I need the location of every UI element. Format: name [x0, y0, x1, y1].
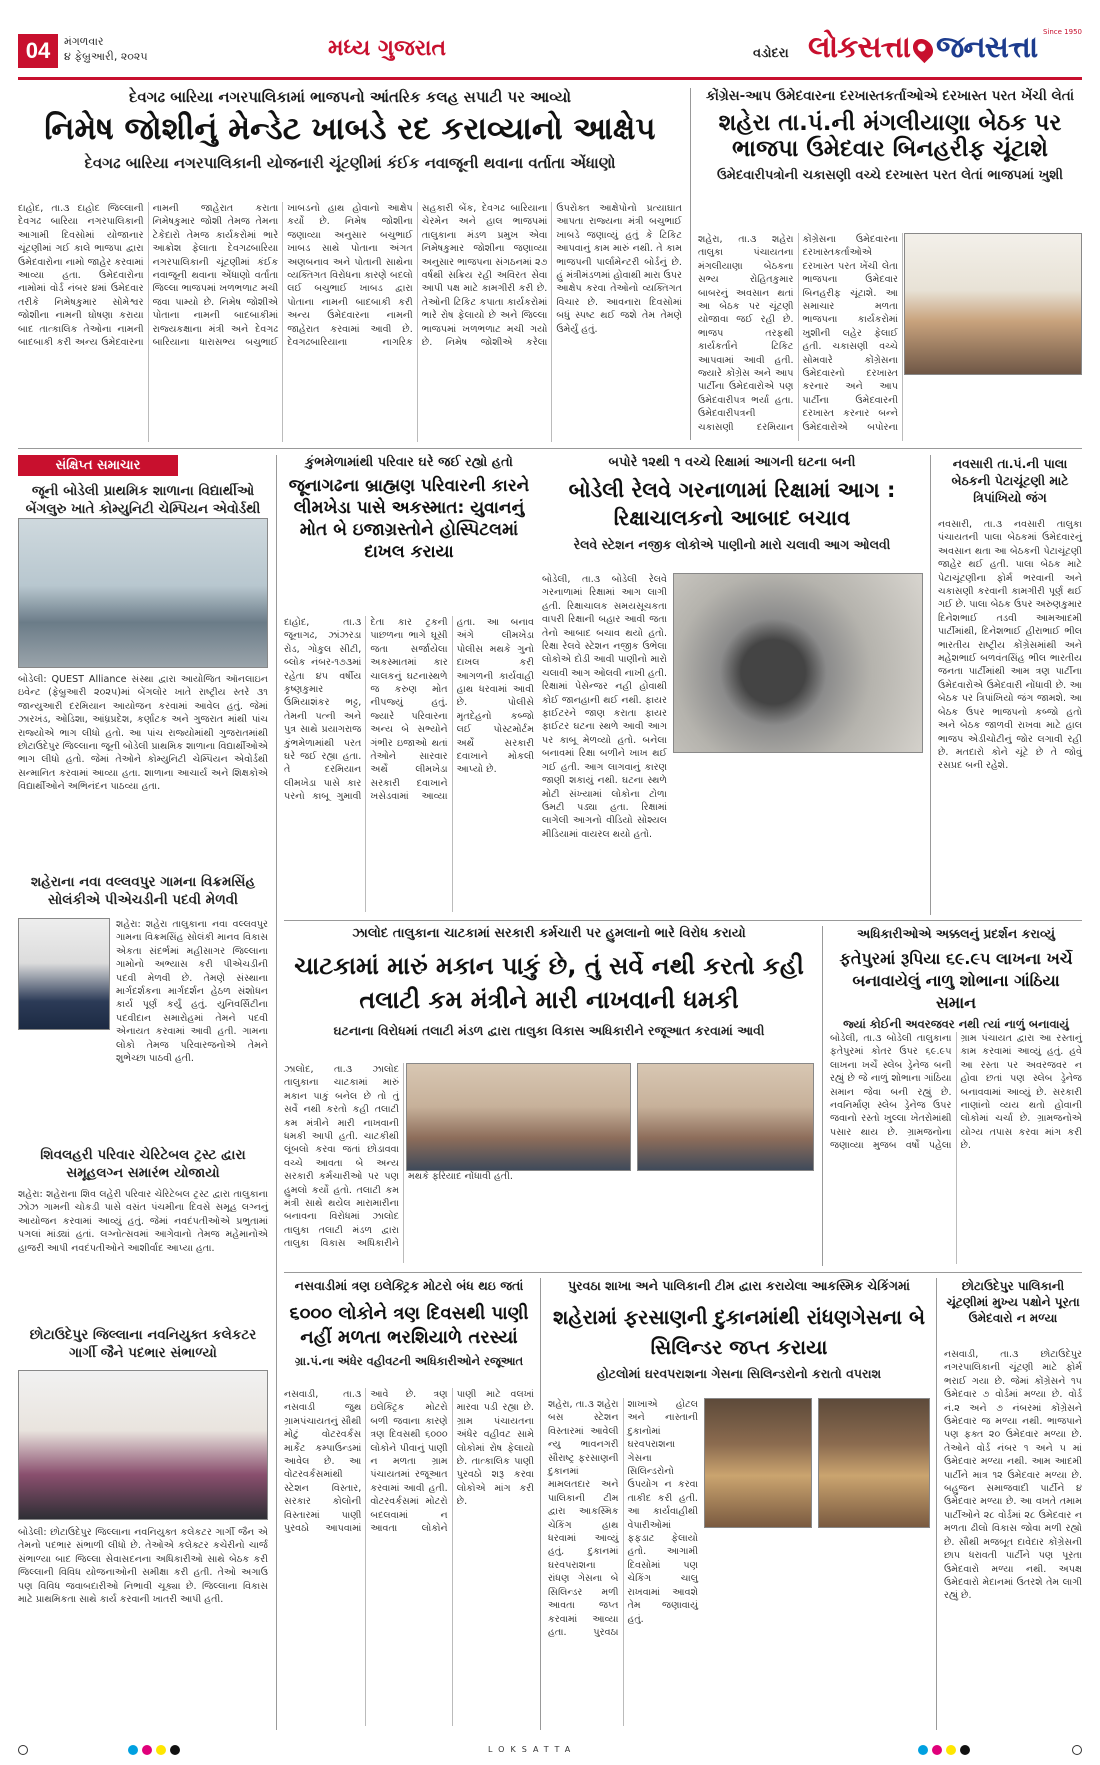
- collector-photo: [18, 1370, 268, 1520]
- story-kicker: નસવાડીમાં ત્રણ ઇલેક્ટ્રિક મોટરો બંધ થઇ જતાં: [294, 1278, 524, 1293]
- story-subhead: રેલવે સ્ટેશન નજીક લોકોએ પાણીનો મારો ચલાવી આગ ઓલવી: [573, 537, 891, 552]
- brief-body: શહેરા: શહેરાના શિવ લહેરી પરિવાર ચેરિટેબલ ટ્રસ્ટ દ્વારા તાલુકાના ઝોઝ ગામની ચોકડી પાસે વસંત પંચમીના દિવસે સમૂહ લગ્નનું આયોજન કરવામાં આવ્યું હતું. જેમાં નવદંપતીઓએ પ્રભુતામાં પગલાં માંડ્યાં હતાં. લગ્નોત્સવમાં આગેવાનો તેમજ મહેમાનોએ હાજરી આપી નવદંપતીઓને આશીર્વાદ આપ્યા હતા.: [18, 1189, 268, 1254]
- magenta-swatch-icon: [142, 1745, 152, 1755]
- story-chatka-threat: [284, 926, 814, 1039]
- story-subhead: દેવગઢ બારિયા નગરપાલિકાની યોજનારી ચૂંટણીમાં કંઈક નવાજૂની થવાના વર્તાતા એંધાણો: [84, 153, 616, 172]
- section-title: મધ્ય ગુજરાત: [328, 36, 447, 61]
- day: મંગળવાર: [64, 35, 104, 48]
- brief-headline: જૂની બોડેલી પ્રાથમિક શાળાના વિદ્યાર્થીઓ બેંગલુરુ ખાતે કોમ્યુનિટી ચેમ્પિયન એવોર્ડથી: [25, 483, 261, 517]
- story-accident: [284, 455, 534, 563]
- cylinder-seizure-photo: [818, 1398, 930, 1528]
- story-kicker: કુંભમેળામાંથી પરિવાર ઘરે જઈ રહ્યો હતો: [305, 455, 513, 470]
- location-pin-icon: [909, 34, 937, 62]
- brief-headline: શિવલહરી પરિવાર ચેરિટેબલ ટ્રસ્ટ દ્વારા સમૂહલગ્ન સમારંભ યોજાયો: [40, 1147, 246, 1181]
- story-shehera-cylinders: [548, 1278, 930, 1382]
- story-navsari-poll: [938, 455, 1082, 506]
- logo-right: જનસત્તા: [935, 30, 1038, 65]
- logo-left: લોકસત્તા: [808, 30, 910, 65]
- row-divider: [18, 448, 1082, 449]
- story-body: નવસારી, તા.૩ નવસારી તાલુકા પંચાયતની પાલા બેઠકમાં ઉમેદવારનું અવસાન થતા આ બેઠકની પેટાચૂંટણી જાહેર થઈ હતી. પાલા બેઠક માટે પેટાચૂંટણીના ફોર્મ ભરવાની અને ચકાસણી કરવાની કામગીરી પૂર્ણ થઈ ગઈ છે. પાલા બેઠક ઉપર અરુણકુમાર દિનેશભાઈ તડવી આમઆદમી પાર્ટીમાંથી, દિનેશભાઈ હીરાભાઈ ભીલ ભારતીય રાષ્ટ્રીય કોંગ્રેસમાંથી અને મહેશભાઈ બળવંતસિંહ ભીલ ભારતીય જનતા પાર્ટીમાંથી આમ ત્રણ પાર્ટીના ઉમેદવારોએ ઉમેદવારી નોંધાવી છે. આ બેઠક પર ત્રિપાંખિયો જંગ જામશે. આ બેઠક ઉપર ભાજપનો કબ્જો હતો અને બેઠક જાળવી રાખવા માટે હાલ ભાજપ એડીચોટીનું જોર લગાવી રહી છે. મતદારો કોને ચૂંટે છે તે જોવું રસપ્રદ બની રહેશે.: [938, 519, 1082, 772]
- story-body: નસવાડી, તા.૩ છોટાઉદેપુર નગરપાલિકાની ચૂંટણી માટે ફોર્મ ભરાઈ ગયા છે. જેમાં કોંગ્રેસને ૧૫ ઉમેદવાર ૭ વોર્ડમાં મળ્યા છે. વોર્ડ નં.૨ અને ૭ નંબરમાં કોંગ્રેસને ઉમેદવાર જ મળ્યા નથી. ભાજપાને પણ ફક્ત ૨૦ ઉમેદવાર મળ્યા છે. તેઓને વોર્ડ નંબર ૧ અને ૫ માં ઉમેદવાર મળ્યા નથી. આમ આદમી પાર્ટીને માત્ર ૧૨ ઉમેદવાર મળ્યા છે. બહુજન સમાજવાદી પાર્ટીને ૪ ઉમેદવાર મળ્યા છે. આ વખતે તમામ પાર્ટીઓને ૨૮ વોર્ડમાં ૨૮ ઉમેદવાર ન મળતા ઢીલો વિકાસ જોવા મળી રહ્યો છે. સૌથી મજબૂત દાવેદાર કોંગ્રેસની છાપ ધરાવતી પાર્ટીને પણ પૂરતા ઉમેદવારો મળ્યા નથી. અપક્ષ ઉમેદવારો મેદાનમાં ઉતરશે તેમ લાગી રહ્યું છે.: [944, 1349, 1082, 1602]
- story-body: નસવાડી, તા.૩ નસવાડી જુથ ગ્રામપંચાયતનું સૌથી મોટું વોટરવર્કસ માર્કેટ કમ્પાઉન્ડમાં આવેલ છે. આ વોટરવર્કસમાંથી સ્ટેશન વિસ્તાર, સરકાર કોલોની વિસ્તારમાં પાણી પુરવઠો આપવામાં આવે છે. ત્રણ ઇલેક્ટ્રિક મોટરો બળી જવાના કારણે ત્રણ દિવસથી ૬૦૦૦ લોકોને પીવાનું પાણી ન મળતા ગ્રામ પંચાયતમાં રજૂઆત કરવામાં આવી હતી. વોટરવર્કસમાં મોટરો બદલવામાં ન આવતા લોકોને પાણી માટે વલખાં મારવા પડી રહ્યા છે. ગ્રામ પંચાયતના અંધેર વહીવટ સામે લોકોમાં રોષ ફેલાયો છે. તાત્કાલિક પાણી પુરવઠો શરૂ કરવા લોકોએ માંગ કરી છે.: [284, 1389, 534, 1535]
- scholar-portrait: [18, 918, 110, 1030]
- story-kicker: કોંગ્રેસ-આપ ઉમેદવારના દરખાસ્તકર્તાઓએ દરખાસ્ત પરત ખેંચી લેતાં: [705, 88, 1075, 104]
- story-kicker: બપોરે ૧૨થી ૧ વચ્ચે રિક્ષામાં આગની ઘટના બની: [608, 455, 856, 470]
- story-subhead: જ્યાં કોઈની અવરજવર નથી ત્યાં નાળું બનાવાયું: [843, 1017, 1069, 1031]
- yellow-swatch-icon: [156, 1745, 166, 1755]
- talati-meeting-photo: [406, 1063, 631, 1171]
- story-kicker: દેવગઢ બારિયા નગરપાલિકામાં ભાજપનો આંતરિક કલહ સપાટી પર આવ્યો: [128, 88, 572, 106]
- story-headline: નિમેષ જોશીનું મેન્ડેટ ખાબડે રદ કરાવ્યાનો આક્ષેપ: [44, 111, 656, 147]
- story-headline: ફતેપુરમાં રૂપિયા ૬૯.૯૫ લાખના ખર્ચે બનાવાયેલું નાળુ શોભાના ગાંઠિયા સમાન: [839, 949, 1073, 1012]
- story-headline: શહેરા તા.પં.ની મંગલીયાણા બેઠક પર ભાજપા ઉમેદવાર બિનહરીફ ચૂંટાશે: [718, 110, 1062, 163]
- newspaper-logo: [808, 30, 1037, 65]
- story-subhead: ઘટનાના વિરોધમાં તલાટી મંડળ દ્વારા તાલુકા વિકાસ અધિકારીને રજૂઆત કરવામાં આવી: [333, 1023, 765, 1038]
- column-divider: [936, 1278, 937, 1730]
- story-body: બોડેલી, તા.૩ બોડેલી તાલુકાના ફતેપુરમાં કોતર ઉપર ૬૯.૯૫ લાખના ખર્ચે સ્લેબ ડ્રેનેજ બની રહ્યું છે જે નાળું શોભાના ગાંઠિયા સમાન જેવા બની રહ્યું છે. નવનિર્માણ સ્લેબ ડ્રેનેજ ઉપર જવાનો રસ્તો ખુલ્લા ખેતરોમાંથી પસાર થાય છે. ગ્રામજનોના જણાવ્યા મુજબ વર્ષો પહેલા ગ્રામ પંચાયત દ્વારા આ રસ્તાનું કામ કરવામાં આવ્યું હતું. હવે આ રસ્તા પર અવરજવર ન હોવા છતાં પણ સ્લેબ ડ્રેનેજ બનાવવામાં આવ્યું છે. સરકારી નાણાંનો વ્યય થતો હોવાની લોકોમાં ચર્ચા છે. ગ્રામજનોએ યોગ્ય તપાસ કરવા માંગ કરી છે.: [830, 1033, 1082, 1152]
- story-rickshaw-fire: [542, 455, 922, 553]
- story-kicker: છોટાઉદેપુર પાલિકાની ચૂંટણીમાં મુખ્ય પક્ષોને પૂરતા ઉમેદવારો ન મળ્યા: [946, 1279, 1080, 1325]
- footer-label: LOKSATTA: [488, 1745, 577, 1754]
- registration-mark-icon: [18, 1745, 28, 1755]
- school-award-photo: [18, 518, 268, 668]
- masthead: [18, 28, 1082, 80]
- column-divider: [690, 88, 691, 440]
- story-headline: ૬૦૦૦ લોકોને ત્રણ દિવસથી પાણી નહીં મળતા ભરશિયાળે તરસ્યાં: [289, 1303, 529, 1348]
- story-headline: બોડેલી રેલવે ગરનાળામાં રિક્ષામાં આગ : રિક્ષાચાલકનો આબાદ બચાવ: [568, 478, 896, 530]
- black-swatch-icon: [960, 1745, 970, 1755]
- brief-headline: છોટાઉદેપુર જિલ્લાના નવનિયુક્ત કલેકટર ગાર્ગી જૈને પદભાર સંભાળ્યો: [29, 1327, 257, 1361]
- cyan-swatch-icon: [128, 1745, 138, 1755]
- edition-city: વડોદરા: [753, 46, 789, 61]
- story-chhotaudepur-poll: [944, 1278, 1082, 1326]
- story-kicker: નવસારી તા.પં.ની પાલા બેઠકની પેટાચૂંટણી માટે ત્રિપાંખિયો જંગ: [951, 456, 1069, 505]
- story-nasvadi-water: [284, 1278, 534, 1369]
- column-divider: [276, 455, 277, 1730]
- story-body: ઝાલોદ, તા.૩ ઝાલોદ તાલુકાના ચાટકામાં મારું મકાન પાકું બનેલ છે તો તું સર્વે નથી કરતો કહી તલાટી કમ મંત્રીને મારી નાખવાની ધમકી આપી હતી. ચાટકીથી લૂંબલો કરવા જતાં છોડાવવા વચ્ચે આવતા બે અન્ય સરકારી કર્મચારીઓ પર પણ હુમલો કર્યો હતો. તલાટી કમ મંત્રી સાથે થયેલ મારામારીના બનાવના વિરોધમાં ઝાલોદ તાલુકા તલાટી મંડળ દ્વારા તાલુકા વિકાસ અધિકારીને મથકે ફરિયાદ નોંધાવી હતી.: [284, 1064, 513, 1250]
- yellow-swatch-icon: [946, 1745, 956, 1755]
- story-body: શહેરા, તા.૩ શહેરા બસ સ્ટેશન વિસ્તારમાં આવેલી ન્યુ ભાવનગરી સૌરાષ્ટ્ર ફરસાણની દુકાનમાં મામલતદાર અને પાલિકાની ટીમ દ્વારા આકસ્મિક ચેકિંગ હાથ ધરવામાં આવ્યું હતું. દુકાનમાં ઘરવપરાશના રાંધણ ગેસના બે સિલિન્ડર મળી આવતા જપ્ત કરવામાં આવ્યા હતા. પુરવઠા શાખાએ હોટલ અને નાસ્તાની દુકાનોમાં ઘરવપરાશના ગેસના સિલિન્ડરોનો ઉપયોગ ન કરવા તાકીદ કરી હતી. આ કાર્યવાહીથી વેપારીઓમાં ફફડાટ ફેલાયો હતો. આગામી દિવસોમાં પણ ચેકિંગ ચાલુ રાખવામાં આવશે તેમ જણાવાયું હતું.: [548, 1399, 698, 1638]
- print-registration-strip: [18, 1745, 1082, 1757]
- story-devgadh: [18, 88, 682, 172]
- column-divider: [930, 455, 931, 915]
- story-fatepur-culvert: [830, 926, 1082, 1032]
- story-kicker: પુરવઠા શાખા અને પાલિકાની ટીમ દ્વારા કરાયેલા આકસ્મિક ચેકિંગમાં: [568, 1278, 910, 1293]
- date: ૪ ફેબ્રુઆરી, ૨૦૨૫: [64, 50, 148, 63]
- cyan-swatch-icon: [918, 1745, 928, 1755]
- registration-mark-icon: [1072, 1745, 1082, 1755]
- story-shehera-election: [698, 88, 1082, 183]
- page-number: 04: [18, 34, 58, 68]
- logo-tag: Since 1950: [1042, 28, 1082, 36]
- rickshaw-fire-photo: [673, 573, 923, 753]
- nomination-photo: [904, 233, 1082, 375]
- shop-raid-photo: [704, 1398, 812, 1528]
- row-divider: [284, 1272, 1082, 1273]
- column-divider: [540, 1278, 541, 1730]
- brief-headline: શહેરાના નવા વલ્લવપુર ગામના વિક્રમસિંહ સોલંકીએ પીએચડીની પદવી મેળવી: [30, 874, 256, 908]
- story-subhead: ગ્રા.પં.ના અંધેર વહીવટની અધિકારીઓને રજૂઆત: [294, 1354, 524, 1368]
- talati-protest-photo: [637, 1063, 814, 1171]
- brief-body: બોડેલી: QUEST Alliance સંસ્થા દ્વારા આયોજિત ઑનલાઇન ઇવેન્ટ (ફેબ્રુઆરી ૨૦૨૫)માં બેંગલોર ખાતે રાષ્ટ્રીય સ્તરે ૩૧ જાન્યુઆરી દરમિયાન આયોજન કરવામાં આવેલ હતું. જેમાં ઝારખંડ, ઓડિશા, આંધ્રપ્રદેશ, કર્ણાટક અને ગુજરાત માંથી પાંચ રાજ્યોએ ભાગ લીધો હતો. આ પાંચ રાજ્યોમાંથી ગુજરાતમાંથી છોટાઉદેપુર જિલ્લાના જૂની બોડેલી પ્રાથમિક શાળાના વિદ્યાર્થીઓએ ભાગ લીધો હતો. જેમાં તેઓને કોમ્યુનિટી ચેમ્પિયન એવોર્ડથી સન્માનિત કરવામાં આવ્યા હતા. શાળાના આચાર્ય અને શિક્ષકોએ વિદ્યાર્થીઓને અભિનંદન પાઠવ્યા હતા.: [18, 674, 268, 793]
- row-divider: [284, 920, 1082, 921]
- briefs-title: સંક્ષિપ્ત સમાચાર: [18, 455, 178, 476]
- story-kicker: ઝાલોદ તાલુકાના ચાટકામાં સરકારી કર્મચારી પર હુમલાનો ભારે વિરોધ કરાયો: [352, 926, 746, 941]
- brief-body: બોડેલી: છોટાઉદેપુર જિલ્લાના નવનિયુક્ત કલેકટર ગાર્ગી જૈન એ તેમનો પદભાર સંભાળી લીધો છે. તેઓએ કલેક્ટર કચેરીનો ચાર્જ સંભાળ્યા બાદ જિલ્લા સેવાસદનના અધિકારીઓ સાથે બેઠક કરી જિલ્લાની વિવિધ યોજનાઓની સમીક્ષા કરી હતી. તેઓ અગાઉ પણ વિવિધ જવાબદારીઓ નિભાવી ચૂક્યા છે. જિલ્લાના વિકાસ માટે પ્રાથમિકતા સાથે કાર્ય કરવાની ખાતરી આપી હતી.: [18, 1527, 268, 1606]
- story-headline: જૂનાગઢના બ્રાહ્મણ પરિવારની કારને લીમખેડા પાસે અકસ્માત: યુવાનનું મોત બે ઇજાગ્રસ્તોને હોસ્પિટલમાં દાખલ કરાયા: [288, 476, 530, 562]
- newspaper-page: [18, 28, 1082, 1738]
- story-body: દાહોદ, તા.૩ જૂનાગઢ, ઝાંઝરડા રોડ, ગોકુલ સીટી, બ્લોક નંબર-૧૭૩માં રહેતા ૪૫ વર્ષીય કૃષ્ણકુમાર ઉમિયાશંકર ભટ્ટ, તેમની પત્ની અને પુત્ર સાથે પ્રયાગરાજ કુંભમેળામાંથી પરત ઘરે જઈ રહ્યા હતા. તે દરમિયાન લીમખેડા પાસે કાર પરનો કાબૂ ગુમાવી દેતા કાર ટ્રકની પાછળના ભાગે ઘૂસી જતા સર્જાયેલા અકસ્માતમાં કાર ચાલકનું ઘટનાસ્થળે જ કરુણ મોત નીપજ્યું હતું. જ્યારે પરિવારના અન્ય બે સભ્યોને ગંભીર ઇજાઓ થતાં તેઓને સારવાર અર્થે લીમખેડા સરકારી દવાખાને ખસેડવામાં આવ્યા હતા. આ બનાવ અંગે લીમખેડા પોલીસ મથકે ગુનો દાખલ કરી આગળની કાર્યવાહી હાથ ધરવામાં આવી છે. પોલીસે મૃતદેહનો કબ્જો લઈ પોસ્ટમોર્ટમ અર્થે સરકારી દવાખાને મોકલી આપ્યો છે.: [284, 617, 534, 803]
- dateline: [64, 34, 148, 64]
- story-body: શહેરા, તા.૩ શહેરા તાલુકા પંચાયતના મંગલીયાણા બેઠકના સભ્ય રોહિતકુમાર બાબરનું અવસાન થતાં આ બેઠક પર ચૂંટણી યોજાવા જઈ રહી છે. ભાજપ તરફથી કાર્યકર્તાને ટિકિટ આપવામાં આવી હતી. જ્યારે કોંગ્રેસ અને આપ પાર્ટીના ઉમેદવારોએ પણ ઉમેદવારીપત્ર ભર્યા હતા. ઉમેદવારીપત્રની ચકાસણી દરમિયાન કોંગ્રેસના ઉમેદવારના દરખાસ્તકર્તાઓએ દરખાસ્ત પરત ખેંચી લેતા ભાજપના ઉમેદવાર બિનહરીફ ચૂંટાશે. આ સમાચાર મળતા ભાજપના કાર્યકરોમાં ખુશીની લહેર ફેલાઈ હતી. ચકાસણી વચ્ચે સોમવારે કોંગ્રેસના ઉમેદવારનો દરખાસ્ત કરનાર અને આપ પાર્ટીના ઉમેદવારની દરખાસ્ત કરનાર બન્ને ઉમેદવારોએ બપોરના: [698, 234, 898, 433]
- story-body: બોડેલી, તા.૩ બોડેલી રેલવે ગરનાળામાં રિક્ષામાં આગ લાગી હતી. રિક્ષાચાલક સમયસૂચકતા વાપરી રિક્ષાની બહાર આવી જતા તેનો આબાદ બચાવ થયો હતો. રિક્ષા રેલવે સ્ટેશન નજીક ઉભેલા લોકોએ દોડી આવી પાણીનો મારો ચલાવી આગ ઓલવી નાખી હતી. રિક્ષામાં પેસેન્જર નહી હોવાથી કોઈ જાનહાની થઈ નથી. ફાયર ફાઈટરને જાણ કરાતા ફાયર ફાઈટર ઘટના સ્થળે આવી આગ પર કાબૂ મેળવ્યો હતો. બનેલા બનાવમાં રિક્ષા બળીને ખાખ થઈ ગઈ હતી. આગ લાગવાનું કારણ જાણી શકાયું નથી. ઘટના સ્થળે મોટી સંખ્યામાં લોકોના ટોળા ઉમટી પડ્યા હતા. રિક્ષામાં લાગેલી આગનો વીડિયો સોશ્યલ મીડિયામાં વાયરલ થયો હતો.: [542, 574, 667, 840]
- magenta-swatch-icon: [932, 1745, 942, 1755]
- brief-body: શહેરા: શહેરા તાલુકાના નવા વલ્લવપુર ગામના વિક્રમસિંહ સોલંકી માનવ વિકાસ એકતા સંદર્ભમાં મહીસાગર જિલ્લાના ગામોનો અભ્યાસ કરી પીએચડીની પદવી મેળવી છે. તેમણે સંસ્થાના માર્ગદર્શકના માર્ગદર્શન હેઠળ સંશોધન કાર્ય પૂર્ણ કર્યું હતું. યુનિવર્સિટીના પદવીદાન સમારોહમાં તેમને પદવી એનાયત કરવામાં આવી હતી. ગામના લોકો તેમજ પરિવારજનોએ તેમને શુભેચ્છા પાઠવી હતી.: [116, 919, 268, 1065]
- story-body: દાહોદ, તા.૩ દાહોદ જિલ્લાની દેવગઢ બારિયા નગરપાલિકાની આગામી દિવસોમાં યોજાનાર ચૂંટણીમાં ગઈ કાલે ભાજપા દ્વારા ઉમેદવારોના નામો જાહેર કરવામાં આવ્યા હતા. ઉમેદવારોના નામોમાં વોર્ડ નંબર ૪માં ઉમેદવાર તરીકે નિમેષકુમાર સોમેશ્વર જોશીના નામની ઘોષણા કરાયા બાદ તાત્કાલિક તેઓના નામની બાદબાકી કરી અન્ય ઉમેદવારના નામની જાહેરાત કરાતા નિમેષકુમાર જોશી તેમજ તેમના ટેકેદારો તેમજ કાર્યકરોમાં ભારે આક્રોશ ફેલાતા દેવગઢબારિયા નગરપાલિકાની ચૂંટણીમાં કંઈક નવાજૂની થવાના એંધાણો વર્તાતા જિલ્લા ભાજપમાં ખળભળાટ મચી જવા પામ્યો છે. નિમેષ જોશીએ પોતાના નામની બાદબાકીમાં રાજ્યકક્ષાના મંત્રી અને દેવગઢ બારિયાના ધારાસભ્ય બચુભાઈ ખાબડનો હાથ હોવાનો આક્ષેપ કર્યો છે. નિમેષ જોશીના જણાવ્યા અનુસાર બચુભાઈ ખાબડ સાથે પોતાના અંગત અણબનાવ અને પોતાની સાથેના વ્યક્તિગત વિરોધના કારણે બદલો લઈ બચુભાઈ ખાબડ દ્વારા પોતાના નામની બાદબાકી કરી અન્ય ઉમેદવારના નામની જાહેરાત કરવામાં આવી છે. દેવગઢબારિયાના નાગરિક સહકારી બેંક, દેવગઢ બારિયાના ચેરમેન અને હાલ ભાજપમાં તાલુકાના મંડળ પ્રમુખ એવા નિમેષકુમાર જોશીના જણાવ્યા અનુસાર ભાજપના સંગઠનમાં ૨૭ વર્ષથી સક્રિય રહી અવિરત સેવા આપી પક્ષ માટે કામગીરી કરી છે. તેઓની ટિકિટ કપાતા કાર્યકરોમાં ભારે રોષ ફેલાયો છે અને જિલ્લા ભાજપમાં ખળભળાટ મચી ગયો છે. નિમેષ જોશીએ કરેલા ઉપરોક્ત આક્ષેપોનો પ્રત્યાઘાત આપતા રાજ્યના મંત્રી બચુભાઈ ખાબડે જણાવ્યું હતું કે ટિકિટ આપવાનું કામ મારું નથી. તે કામ ભાજપની પાર્લામેન્ટરી બોર્ડનું છે. હું મંત્રીમંડળમાં હોવાથી મારા ઉપર આક્ષેપ કરવા તેઓનો વ્યક્તિગત વિચાર છે. આવનારા દિવસોમાં બધું સ્પષ્ટ થઈ જશે તેમ તેમણે ઉમેર્યું હતું.: [18, 203, 682, 349]
- story-headline: શહેરામાં ફરસાણની દુકાનમાંથી રાંધણગેસના બે સિલિન્ડર જપ્ત કરાયા: [552, 1305, 926, 1359]
- story-kicker: અધિકારીઓએ અક્કલનું પ્રદર્શન કરાવ્યું: [857, 926, 1055, 941]
- story-headline: ચાટકામાં મારું મકાન પાકું છે, તું સર્વે નથી કરતો કહી તલાટી કમ મંત્રીને મારી નાખવાની ધમકી: [294, 952, 804, 1014]
- black-swatch-icon: [170, 1745, 180, 1755]
- column-divider: [822, 926, 823, 1266]
- story-subhead: હોટલોમાં ઘરવપરાશના ગેસના સિલિન્ડરોનો કરાતો વપરાશ: [596, 1366, 882, 1381]
- story-subhead: ઉમેદવારીપત્રોની ચકાસણી વચ્ચે દરખાસ્ત પરત લેતાં ભાજપમાં ખુશી: [716, 167, 1063, 183]
